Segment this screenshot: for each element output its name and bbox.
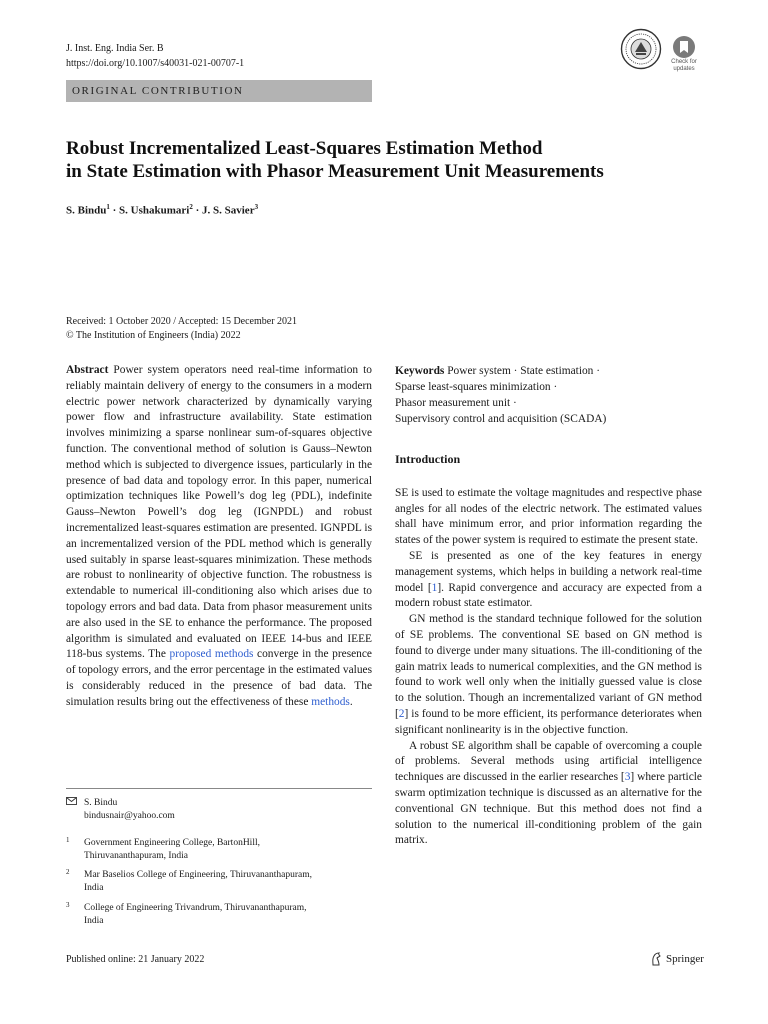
affiliation-line: India: [84, 883, 104, 893]
published-date: Published online: 21 January 2022: [66, 954, 205, 965]
methods-link[interactable]: methods: [311, 695, 350, 708]
affiliation: [66, 902, 366, 928]
introduction-heading: Introduction: [395, 452, 461, 466]
article-type-banner: ORIGINAL CONTRIBUTION: [66, 80, 372, 102]
affiliation-number: 2: [66, 868, 70, 876]
affiliation-line: India: [84, 916, 104, 926]
journal-name: J. Inst. Eng. India Ser. B: [66, 43, 164, 54]
doi-link[interactable]: https://doi.org/10.1007/s40031-021-00707-1: [66, 58, 245, 69]
abstract-text: Power system operators need real-time information to reliably maintain delivery of energy to the consumers in a modern electric power network characterized by dynamically varying power flow and infrastructure availability. State estimation involves minimizing a sparse nonlinear sum-of-squares objective function. The conventional method of solution is Gauss–Newton method which is subjected to divergence issues, particularly in the presence of bad data and topology error. In this paper, numerical optimization techniques like Powell’s dog leg (PDL), indefinite Gauss–Newton Powell’s dog leg (IGNPDL) and robust incrementalized least-squares estimation are presented. IGNPDL is an incrementalized version of the PDL method which is generally used suitably in sparse least-squares minimization. These methods are robust to nonlinearity of objective function. The robustness is extendable to numerical ill-conditioning also which arises due to topology errors and bad data. Data from phasor measurement units are also used in the SE to enhance the performance. The proposed algorithm is simulated and evaluated on IEEE 14-bus and IEEE 118-bus systems. The: [66, 364, 372, 661]
keyword-line: Supervisory control and acquisition (SCADA): [395, 413, 607, 425]
author-separator: ·: [192, 204, 203, 217]
check-for-updates-label: Check for updates: [671, 59, 697, 72]
author-email[interactable]: bindusnair@yahoo.com: [84, 811, 175, 821]
proposed-methods-link[interactable]: proposed methods: [169, 648, 254, 661]
affiliation-line: Government Engineering College, BartonHill,: [84, 838, 260, 848]
affiliation: [66, 869, 366, 895]
affiliation-line: College of Engineering Trivandrum, Thiruvananthapuram,: [84, 903, 307, 913]
envelope-icon: [66, 797, 78, 810]
affiliation-line: Mar Baselios College of Engineering, Thiruvananthapuram,: [84, 870, 313, 880]
keywords: [395, 363, 702, 427]
author-name[interactable]: S. Ushakumari: [119, 204, 190, 217]
abstract-end: .: [349, 695, 353, 708]
intro-paragraph: SE is used to estimate the voltage magnitudes and respective phase angles for all nodes of the electric network. The estimated values shall have minimum error, and prior information regarding the states of the power system is required to estimate the present state.: [395, 486, 702, 547]
intro-paragraph: SE is presented as one of the key features in energy management systems, which helps in building a network real-time model [1]. Rapid convergence and accuracy are expected from a modern robust state estimator.: [395, 549, 702, 610]
title-line-2: in State Estimation with Phasor Measurement Unit Measurements: [66, 161, 604, 182]
affiliation-line: Thiruvananthapuram, India: [84, 851, 188, 861]
author-name[interactable]: S. Bindu: [66, 204, 107, 217]
citation-link[interactable]: 1: [431, 581, 438, 594]
intro-paragraph: GN method is the standard technique followed for the solution of SE problems. The conventional SE based on GN method is found to diverge under many situations. The ill-conditioning of the gain matrix leads to numerical complexities, and the GN method is found to work well only when the initially guessed value is close to the solution. Though an incrementalized variant of GN method [2] is found to be more efficient, its performance deteriorates when significant nonlinearity is in the objective function.: [395, 613, 702, 736]
abstract-label: Abstract: [66, 364, 109, 376]
keyword-line: Power system · State estimation ·: [447, 365, 601, 377]
publisher-logo: [650, 952, 704, 966]
abstract: [66, 363, 372, 711]
author-separator: ·: [109, 204, 120, 217]
right-column: [395, 363, 702, 849]
keywords-label: Keywords: [395, 365, 445, 377]
affiliation: [66, 837, 366, 863]
check-for-updates-button[interactable]: [666, 36, 702, 74]
author-list: [66, 203, 258, 217]
paper-title: [66, 137, 716, 183]
author-affiliation-mark: 2: [189, 203, 193, 211]
institution-seal-icon: [620, 28, 662, 70]
abstract-text: converge in the presence of topology errors, and the error percentage in the estimated values is considerably reduced in the presence of bad data. The simulation results bring out the effectiveness of these: [66, 648, 372, 708]
title-line-1: Robust Incrementalized Least-Squares Estimation Method: [66, 138, 543, 159]
affiliation-number: 3: [66, 901, 70, 909]
publisher-name: Springer: [666, 953, 704, 965]
keyword-line: Sparse least-squares minimization ·: [395, 381, 558, 393]
footnote-divider: [66, 788, 372, 789]
springer-horse-icon: [650, 952, 662, 966]
citation-link[interactable]: 3: [624, 771, 631, 784]
author-affiliation-mark: 3: [254, 203, 259, 211]
copyright: © The Institution of Engineers (India) 2022: [66, 330, 241, 341]
received-accepted: Received: 1 October 2020 / Accepted: 15 December 2021: [66, 316, 298, 327]
citation-link[interactable]: 2: [398, 707, 405, 720]
article-dates: [66, 315, 297, 343]
keyword-line: Phasor measurement unit ·: [395, 397, 517, 409]
journal-info: [66, 41, 244, 71]
bookmark-icon: [673, 36, 695, 58]
corresponding-author: S. Bindu: [84, 798, 118, 808]
correspondence: [66, 797, 175, 823]
author-name[interactable]: J. S. Savier: [202, 204, 255, 217]
affiliation-number: 1: [66, 836, 70, 844]
intro-paragraph: A robust SE algorithm shall be capable of overcoming a couple of problems. Several methods using artificial intelligence techniques are discussed in the earlier researches [3] where particle swarm optimization technique is discussed as an alternative for the conventional GN technique. But this method does not find a solution to the numerical ill-conditioning problem of the gain matrix.: [395, 739, 702, 847]
author-affiliation-mark: 1: [106, 203, 110, 211]
